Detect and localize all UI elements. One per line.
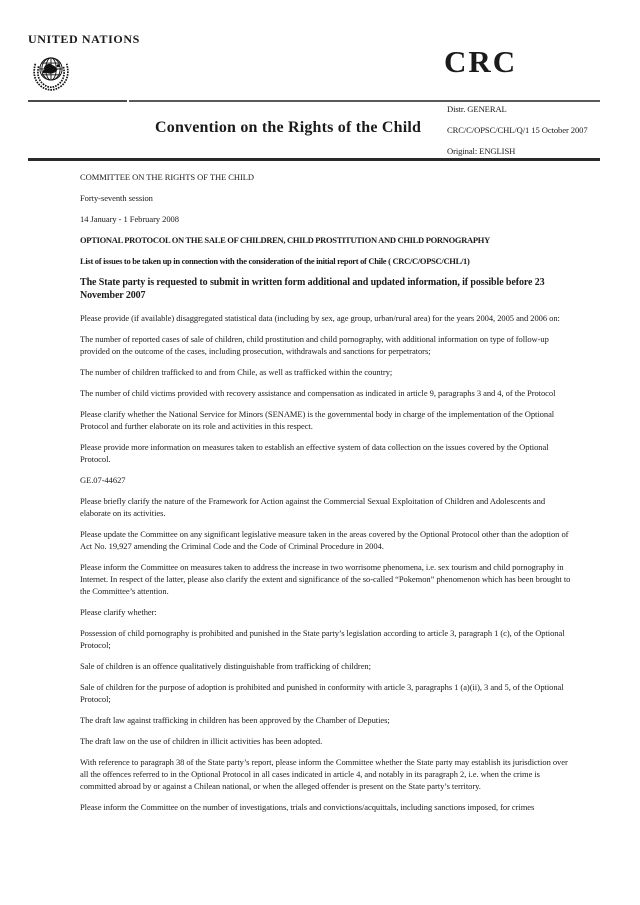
body-paragraph: Please clarify whether: [80,607,157,617]
document-body [80,171,572,822]
body-paragraph: The draft law on the use of children in illicit activities has been adopted. [80,736,323,746]
body-paragraph: The number of children trafficked to and from Chile, as well as trafficked within the country; [80,367,393,377]
body-paragraph: Please update the Committee on any significant legislative measure taken in the areas covered by the Optional Protocol other than the adoption of Act No. 19,927 amending the Criminal Code and the Code of Criminal Procedure in 2004. [80,529,569,551]
distribution-line: Distr. GENERAL [447,104,507,114]
reference-line: CRC/C/OPSC/CHL/Q/1 15 October 2007 [447,125,588,135]
protocol-heading: OPTIONAL PROTOCOL ON THE SALE OF CHILDREN, CHILD PROSTITUTION AND CHILD PORNOGRAPHY [80,235,490,245]
session-line: Forty-seventh session [80,193,153,203]
body-paragraph: The number of child victims provided with recovery assistance and compensation as indicated in article 9, paragraphs 3 and 4, of the Protocol [80,388,556,398]
request-heading: The State party is requested to submit in written form additional and updated information, if possible before 23 November 2007 [80,277,545,301]
body-paragraph: Possession of child pornography is prohibited and punished in the State party’s legislation according to article 3, paragraph 1 (c), of the Optional Protocol; [80,628,565,650]
paragraph-list [80,312,572,813]
body-paragraph: Please inform the Committee on the number of investigations, trials and convictions/acquittals, including sanctions imposed, for crimes [80,802,535,812]
body-paragraph: Sale of children is an offence qualitatively distinguishable from trafficking of children; [80,661,371,671]
session-dates-line: 14 January - 1 February 2008 [80,214,179,224]
body-paragraph: Please inform the Committee on measures taken to address the increase in two worrisome phenomena, i.e. sex tourism and child pornography in Internet. In respect of the latter, please also clarify the extent and significance of the so-called “Pokemon” phenomenon which has been brought to the Committee’s attention. [80,562,571,596]
body-paragraph: The draft law against trafficking in children has been approved by the Chamber of Deputies; [80,715,390,725]
original-language-line: Original: ENGLISH [447,146,516,156]
header-rule-bottom [28,158,600,161]
body-paragraph: Sale of children for the purpose of adoption is prohibited and punished in conformity with article 3, paragraphs 1 (a)(ii), 3 and 5, of the Optional Protocol; [80,682,564,704]
body-paragraph: The number of reported cases of sale of children, child prostitution and child pornography, with additional information on type of follow-up provided on the outcome of the cases, including prosecution, withdrawals and sanctions for perpetrators; [80,334,549,356]
body-paragraph: With reference to paragraph 38 of the State party’s report, please inform the Committee whether the State party may establish its jurisdiction over all the offences referred to in the Optional Protocol in all cases indicated in article 4, and notably in its paragraph 2, i.e. when the crime is committed abroad by or against a Chilean national, or when the alleged offender is present on the State party’s territory. [80,757,568,791]
body-paragraph: Please provide (if available) disaggregated statistical data (including by sex, age group, urban/rural area) for the years 2004, 2005 and 2006 on: [80,313,560,323]
list-of-issues-heading: List of issues to be taken up in connection with the consideration of the initial report of Chile ( CRC/C/OPSC/CHL/1) [80,256,470,266]
body-paragraph: Please clarify whether the National Service for Minors (SENAME) is the governmental body in charge of the implementation of the Optional Protocol and further elaborate on its role and activities in this respect. [80,409,555,431]
org-name: UNITED NATIONS [28,32,140,46]
body-paragraph: Please briefly clarify the nature of the Framework for Action against the Commercial Sexual Exploitation of Children and Adolescents and elaborate on its activities. [80,496,546,518]
committee-heading: COMMITTEE ON THE RIGHTS OF THE CHILD [80,172,255,182]
header-rule-right-segment [129,100,600,102]
document-title: Convention on the Rights of the Child [155,119,422,136]
header-rule-left-segment [28,100,127,102]
body-paragraph: Please provide more information on measures taken to establish an effective system of data collection on the issues covered by the Optional Protocol. [80,442,549,464]
body-paragraph: GE.07-44627 [80,475,126,485]
un-emblem-icon [30,52,72,99]
doc-symbol: CRC [444,44,518,79]
